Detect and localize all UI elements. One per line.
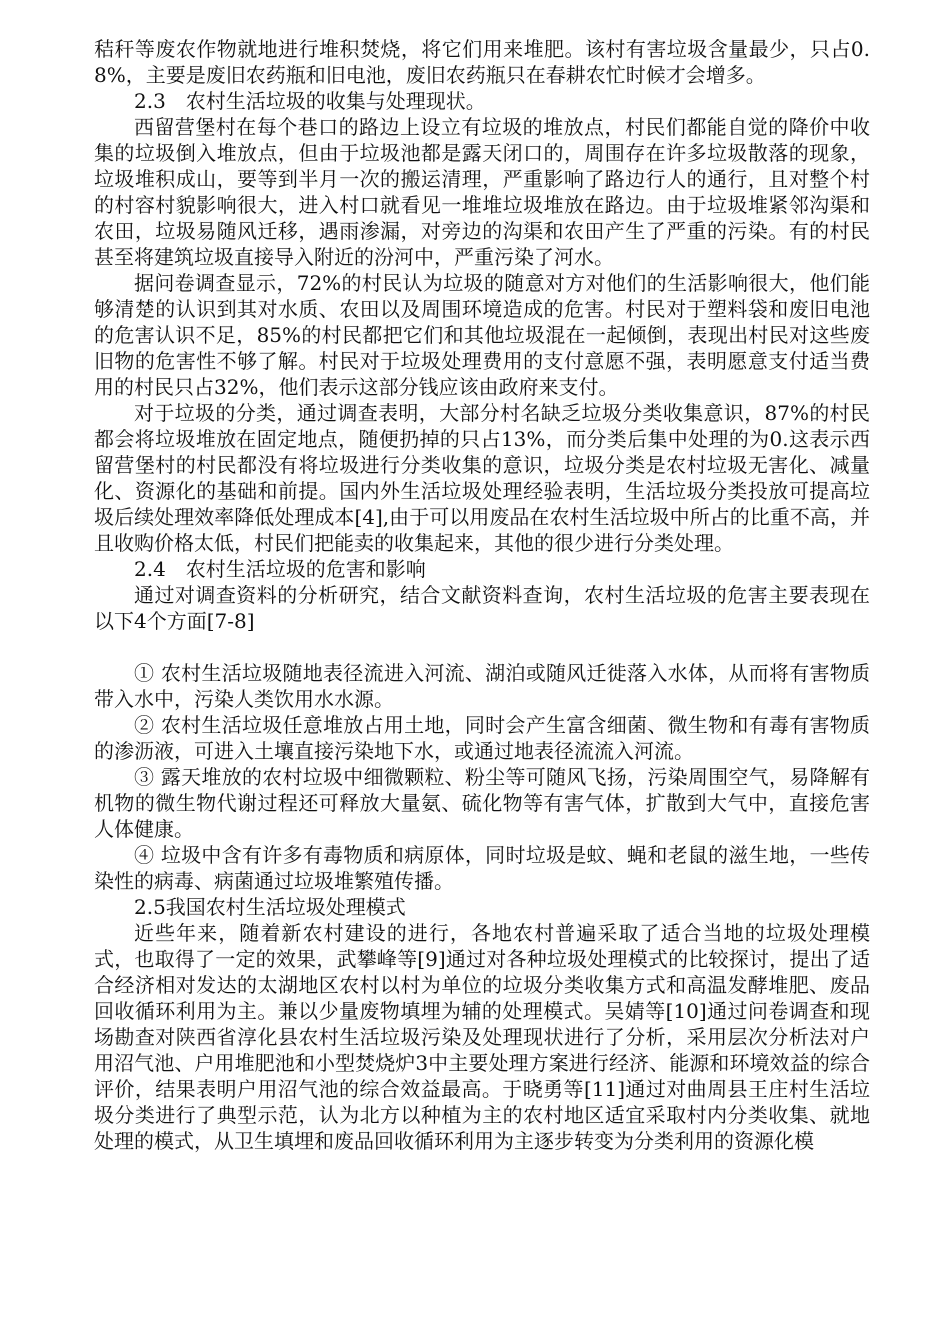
section-heading-2-4: 2.4 农村生活垃圾的危害和影响: [134, 557, 426, 581]
blank-line: [94, 634, 870, 660]
paragraph-classification: 对于垃圾的分类，通过调查表明，大部分村名缺乏垃圾分类收集意识，87%的村民都会将垃圾堆放在固定地点，随便扔掉的只占13%，而分类后集中处理的为0.这表示西留营堡村的村民都没有将垃圾进行分类收集的意识，垃圾分类是农村垃圾无害化、减量化、资源化的基础和前提。国内外生活垃圾处理经验表明，生活垃圾分类投放可提高垃圾后续处理效率降低处理成本[4],由于可以用废品在农村生活垃圾中所占的比重不高，并且收购价格太低，村民们把能卖的收集起来，其他的很少进行分类处理。: [94, 401, 870, 555]
list-item-soil-pollution: ② 农村生活垃圾任意堆放占用土地，同时会产生富含细菌、微生物和有毒有害物质的渗沥液，可进入土壤直接污染地下水，或通过地表径流流入河流。: [94, 713, 870, 763]
section-heading-2-3: 2.3 农村生活垃圾的收集与处理现状。: [134, 89, 486, 113]
section-heading-2-5: 2.5我国农村生活垃圾处理模式: [134, 895, 406, 919]
list-item-air-pollution: ③ 露天堆放的农村垃圾中细微颗粒、粉尘等可随风飞扬，污染周围空气，易降解有机物的微生物代谢过程还可释放大量氨、硫化物等有害气体，扩散到大气中，直接危害人体健康。: [94, 765, 870, 841]
paragraph-collection-status: 西留营堡村在每个巷口的路边上设立有垃圾的堆放点，村民们都能自觉的降价中收集的垃圾倒入堆放点，但由于垃圾池都是露天闭口的，周围存在许多垃圾散落的现象，垃圾堆积成山，要等到半月一次的搬运清理，严重影响了路边行人的通行，且对整个村的村容村貌影响很大，进入村口就看见一堆堆垃圾堆放在路边。由于垃圾堆紧邻沟渠和农田，垃圾易随风迁移，遇雨渗漏，对旁边的沟渠和农田产生了严重的污染。有的村民甚至将建筑垃圾直接导入附近的汾河中，严重污染了河水。: [94, 115, 870, 269]
paragraph-survey-results: 据问卷调查显示，72%的村民认为垃圾的随意对方对他们的生活影响很大，他们能够清楚的认识到其对水质、农田以及周围环境造成的危害。村民对于塑料袋和废旧电池的危害认识不足，85%的村民都把它们和其他垃圾混在一起倾倒，表现出村民对这些废旧物的危害性不够了解。村民对于垃圾处理费用的支付意愿不强，表明愿意支付适当费用的村民只占32%，他们表示这部分钱应该由政府来支付。: [94, 271, 870, 399]
paragraph-hazards-intro: 通过对调查资料的分析研究，结合文献资料查询，农村生活垃圾的危害主要表现在以下4个方面[7-8]: [94, 583, 870, 633]
paragraph-straw-burning: 秸秆等废农作物就地进行堆积焚烧，将它们用来堆肥。该村有害垃圾含量最少，只占0.8%，主要是废旧农药瓶和旧电池，废旧农药瓶只在春耕农忙时候才会增多。: [94, 37, 870, 87]
list-item-water-pollution: ① 农村生活垃圾随地表径流进入河流、湖泊或随风迁徙落入水体，从而将有害物质带入水中，污染人类饮用水水源。: [94, 661, 870, 711]
list-item-disease-spread: ④ 垃圾中含有许多有毒物质和病原体，同时垃圾是蚊、蝇和老鼠的滋生地，一些传染性的病毒、病菌通过垃圾堆繁殖传播。: [94, 843, 870, 893]
paragraph-treatment-modes: 近些年来，随着新农村建设的进行，各地农村普遍采取了适合当地的垃圾处理模式，也取得了一定的效果，武攀峰等[9]通过对各种垃圾处理模式的比较探讨，提出了适合经济相对发达的太湖地区农村以村为单位的垃圾分类收集方式和高温发酵堆肥、废品回收循环利用为主。兼以少量废物填埋为辅的处理模式。吴婧等[10]通过问卷调查和现场勘查对陕西省淳化县农村生活垃圾污染及处理现状进行了分析，采用层次分析法对户用沼气池、户用堆肥池和小型焚烧炉3中主要处理方案进行经济、能源和环境效益的综合评价，结果表明户用沼气池的综合效益最高。于晓勇等[11]通过对曲周县王庄村生活垃圾分类进行了典型示范，认为北方以种植为主的农村地区适宜采取村内分类收集、就地处理的模式，从卫生填埋和废品回收循环利用为主逐步转变为分类利用的资源化模: [94, 921, 870, 1153]
